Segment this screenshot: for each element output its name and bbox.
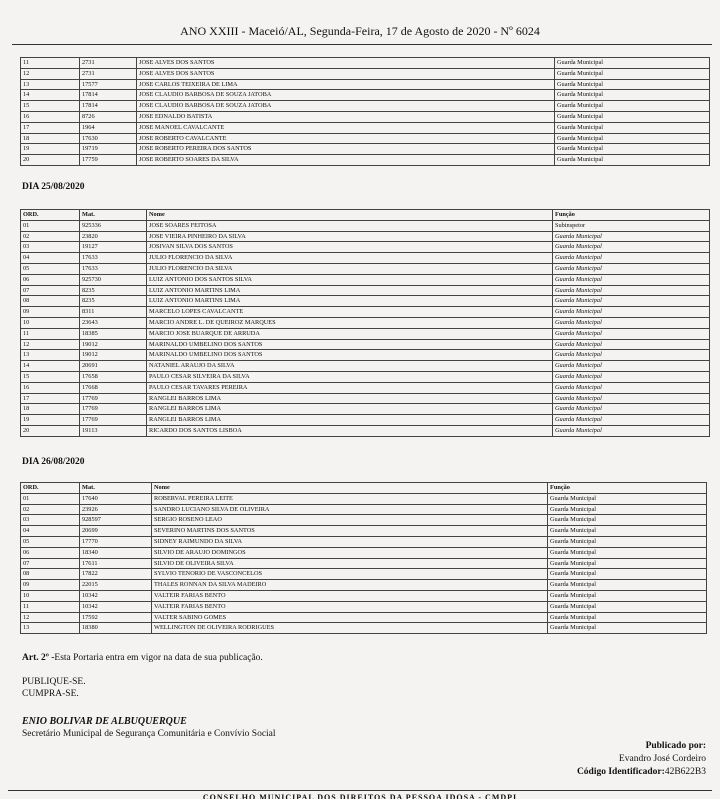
- cell-nome: JOSE VIEIRA PINHEIRO DA SILVA: [147, 231, 553, 242]
- table-row: [21, 317, 710, 328]
- cell-ord: 12: [21, 68, 80, 79]
- table-row: [21, 590, 707, 601]
- col-header-mat: Mat.: [80, 483, 152, 494]
- cell-nome: RANGLEI BARROS LIMA: [147, 404, 553, 415]
- cell-funcao: Guarda Municipal: [553, 317, 710, 328]
- cell-nome: RANGLEI BARROS LIMA: [147, 415, 553, 426]
- cell-mat: 17640: [80, 493, 152, 504]
- cell-mat: 18385: [80, 328, 147, 339]
- cell-nome: VALTEIR FARIAS BENTO: [152, 601, 548, 612]
- table-row: [21, 415, 710, 426]
- cell-ord: 04: [21, 526, 80, 537]
- cell-funcao: Guarda Municipal: [548, 590, 707, 601]
- cell-ord: 03: [21, 515, 80, 526]
- table-row: [21, 285, 710, 296]
- col-header-mat: Mat.: [80, 210, 147, 221]
- identifier-value: 42B622B3: [664, 767, 706, 777]
- table-row: [21, 526, 707, 537]
- col-header-funcao: Função: [548, 483, 707, 494]
- table-row: [21, 328, 710, 339]
- article-text: Esta Portaria entra em vigor na data de sua publicação.: [54, 653, 263, 663]
- cell-ord: 20: [21, 155, 80, 166]
- day-title-26: DIA 26/08/2020: [22, 457, 85, 467]
- cell-nome: JOSE ALVES DOS SANTOS: [137, 58, 555, 69]
- cell-ord: 16: [21, 382, 80, 393]
- table-row: [21, 393, 710, 404]
- cell-mat: 925730: [80, 274, 147, 285]
- cell-nome: JOSE CLAUDIO BARBOSA DE SOUZA JATOBA: [137, 101, 555, 112]
- table-row: [21, 307, 710, 318]
- cell-nome: SERGIO ROSENO LEAO: [152, 515, 548, 526]
- table-day-26: [20, 482, 707, 634]
- cell-mat: 17577: [80, 79, 137, 90]
- cell-ord: 05: [21, 263, 80, 274]
- cell-mat: 17633: [80, 253, 147, 264]
- cell-ord: 09: [21, 580, 80, 591]
- cell-nome: PAULO CESAR SILVEIRA DA SILVA: [147, 371, 553, 382]
- cell-funcao: Guarda Municipal: [555, 111, 710, 122]
- cell-ord: 11: [21, 58, 80, 69]
- cell-nome: SILVIO DE ARAUJO DOMINGOS: [152, 547, 548, 558]
- closing-publique: PUBLIQUE-SE.: [22, 677, 86, 687]
- cell-mat: 8726: [80, 111, 137, 122]
- cell-mat: 23926: [80, 504, 152, 515]
- table-row: [21, 558, 707, 569]
- cell-mat: 17668: [80, 382, 147, 393]
- cell-funcao: Guarda Municipal: [553, 274, 710, 285]
- cell-funcao: Guarda Municipal: [553, 231, 710, 242]
- cell-ord: 02: [21, 231, 80, 242]
- cell-ord: 10: [21, 590, 80, 601]
- footer-divider: [8, 790, 712, 791]
- cell-mat: 928597: [80, 515, 152, 526]
- publisher-name: Evandro José Cordeiro: [618, 754, 706, 764]
- cell-ord: 13: [21, 350, 80, 361]
- cell-funcao: Guarda Municipal: [555, 68, 710, 79]
- cell-nome: SIDNEY RAIMUNDO DA SILVA: [152, 536, 548, 547]
- table-day-25: [20, 209, 710, 437]
- cell-funcao: Guarda Municipal: [548, 493, 707, 504]
- cell-nome: MARINALDO UMBELINO DOS SANTOS: [147, 350, 553, 361]
- table-row: [21, 350, 710, 361]
- cell-ord: 18: [21, 404, 80, 415]
- cell-nome: JOSE ROBERTO CAVALCANTE: [137, 133, 555, 144]
- table-row: [21, 58, 710, 69]
- table-row: [21, 111, 710, 122]
- cell-mat: 17769: [80, 415, 147, 426]
- closing-cumpra: CUMPRA-SE.: [22, 689, 79, 699]
- cell-funcao: Guarda Municipal: [548, 580, 707, 591]
- cell-funcao: Guarda Municipal: [553, 371, 710, 382]
- cell-funcao: Guarda Municipal: [555, 58, 710, 69]
- table-body: [21, 493, 707, 633]
- day-title-25: DIA 25/08/2020: [22, 182, 85, 192]
- cell-ord: 14: [21, 90, 80, 101]
- cell-funcao: Guarda Municipal: [553, 361, 710, 372]
- cell-funcao: Guarda Municipal: [555, 90, 710, 101]
- cell-ord: 08: [21, 569, 80, 580]
- cell-funcao: Guarda Municipal: [553, 382, 710, 393]
- cell-mat: 17633: [80, 263, 147, 274]
- cell-funcao: Guarda Municipal: [553, 350, 710, 361]
- table-header-row: [21, 210, 710, 221]
- cell-nome: JOSE ROBERTO PEREIRA DOS SANTOS: [137, 144, 555, 155]
- cell-mat: 17769: [80, 393, 147, 404]
- cell-mat: 18380: [80, 623, 152, 634]
- cell-mat: 2731: [80, 58, 137, 69]
- cell-mat: 17759: [80, 155, 137, 166]
- cell-mat: 17822: [80, 569, 152, 580]
- table-header-row: [21, 483, 707, 494]
- cell-nome: JOSE ROBERTO SOARES DA SILVA: [137, 155, 555, 166]
- cell-ord: 06: [21, 274, 80, 285]
- table-body: [21, 58, 710, 166]
- table-row: [21, 122, 710, 133]
- cell-funcao: Guarda Municipal: [553, 285, 710, 296]
- cell-funcao: Guarda Municipal: [548, 601, 707, 612]
- cell-nome: VALTER SABINO GOMES: [152, 612, 548, 623]
- cell-funcao: Guarda Municipal: [555, 101, 710, 112]
- table-row: [21, 612, 707, 623]
- signature-title: Secretário Municipal de Segurança Comunitária e Convívio Social: [22, 729, 276, 739]
- cell-mat: 20691: [80, 361, 147, 372]
- cell-nome: WELLINGTON DE OLIVEIRA RODRIGUES: [152, 623, 548, 634]
- cell-funcao: Guarda Municipal: [553, 242, 710, 253]
- table-row: [21, 220, 710, 231]
- table-row: [21, 263, 710, 274]
- cell-funcao: Guarda Municipal: [548, 536, 707, 547]
- cell-funcao: Guarda Municipal: [548, 569, 707, 580]
- cell-mat: 19113: [80, 425, 147, 436]
- cell-mat: 1964: [80, 122, 137, 133]
- cell-funcao: Guarda Municipal: [555, 122, 710, 133]
- cell-ord: 11: [21, 328, 80, 339]
- cell-funcao: Guarda Municipal: [553, 296, 710, 307]
- cell-funcao: Guarda Municipal: [553, 328, 710, 339]
- col-header-nome: Nome: [152, 483, 548, 494]
- cell-nome: LUIZ ANTONIO MARTINS LIMA: [147, 285, 553, 296]
- cell-nome: SILVIO DE OLIVEIRA SILVA: [152, 558, 548, 569]
- col-header-ord: ORD.: [21, 483, 80, 494]
- table-row: [21, 339, 710, 350]
- cell-nome: LUIZ ANTONIO MARTINS LIMA: [147, 296, 553, 307]
- cell-ord: 19: [21, 144, 80, 155]
- table-row: [21, 536, 707, 547]
- cell-nome: JOSE CLAUDIO BARBOSA DE SOUZA JATOBA: [137, 90, 555, 101]
- cell-nome: JOSIVAN SILVA DOS SANTOS: [147, 242, 553, 253]
- table-row: [21, 425, 710, 436]
- cell-nome: THALES RONNAN DA SILVA MADEIRO: [152, 580, 548, 591]
- cell-funcao: Guarda Municipal: [548, 515, 707, 526]
- cell-mat: 8235: [80, 296, 147, 307]
- cell-funcao: Guarda Municipal: [553, 415, 710, 426]
- table-row: [21, 296, 710, 307]
- table-row: [21, 144, 710, 155]
- cell-funcao: Guarda Municipal: [548, 504, 707, 515]
- cell-nome: RANGLEI BARROS LIMA: [147, 393, 553, 404]
- cell-mat: 22015: [80, 580, 152, 591]
- cell-ord: 12: [21, 339, 80, 350]
- header-divider: [12, 44, 712, 45]
- cell-nome: JOSE EDNALDO BATISTA: [137, 111, 555, 122]
- cell-nome: SYLVIO TENORIO DE VASCONCELOS: [152, 569, 548, 580]
- table-row: [21, 404, 710, 415]
- cell-ord: 06: [21, 547, 80, 558]
- cell-ord: 16: [21, 111, 80, 122]
- cell-nome: JULIO FLORENCIO DA SILVA: [147, 253, 553, 264]
- cell-mat: 17611: [80, 558, 152, 569]
- cell-nome: ROBERVAL PEREIRA LEITE: [152, 493, 548, 504]
- table-row: [21, 79, 710, 90]
- cell-nome: SANDRO LUCIANO SILVA DE OLIVEIRA: [152, 504, 548, 515]
- cell-funcao: Guarda Municipal: [555, 144, 710, 155]
- cell-ord: 02: [21, 504, 80, 515]
- cell-mat: 19127: [80, 242, 147, 253]
- cell-ord: 04: [21, 253, 80, 264]
- cell-ord: 18: [21, 133, 80, 144]
- cell-funcao: Guarda Municipal: [553, 339, 710, 350]
- table-row: [21, 580, 707, 591]
- cell-nome: LUIZ ANTONIO DOS SANTOS SILVA: [147, 274, 553, 285]
- cell-mat: 19719: [80, 144, 137, 155]
- cell-ord: 20: [21, 425, 80, 436]
- table-row: [21, 371, 710, 382]
- cell-nome: JOSE SOARES FEITOSA: [147, 220, 553, 231]
- cell-funcao: Guarda Municipal: [555, 79, 710, 90]
- cell-nome: JULIO FLORENCIO DA SILVA: [147, 263, 553, 274]
- cell-nome: SEVERINO MARTINS DOS SANTOS: [152, 526, 548, 537]
- table-row: [21, 274, 710, 285]
- cell-funcao: Guarda Municipal: [548, 612, 707, 623]
- cell-funcao: Guarda Municipal: [548, 547, 707, 558]
- cell-nome: NATANIEL ARAUJO DA SILVA: [147, 361, 553, 372]
- cell-mat: 23643: [80, 317, 147, 328]
- cell-funcao: Guarda Municipal: [555, 133, 710, 144]
- article-label: Art. 2º -: [22, 653, 55, 663]
- cell-mat: 8235: [80, 285, 147, 296]
- table-row: [21, 155, 710, 166]
- table-row: [21, 504, 707, 515]
- cell-funcao: Subinspetor: [553, 220, 710, 231]
- cell-funcao: Guarda Municipal: [553, 425, 710, 436]
- table-row: [21, 569, 707, 580]
- published-by-label: Publicado por:: [645, 741, 706, 751]
- cell-funcao: Guarda Municipal: [548, 623, 707, 634]
- article-2: [22, 653, 263, 663]
- table-row: [21, 101, 710, 112]
- cell-ord: 13: [21, 623, 80, 634]
- cell-mat: 17814: [80, 90, 137, 101]
- table-row: [21, 493, 707, 504]
- cell-mat: 17658: [80, 371, 147, 382]
- cell-funcao: Guarda Municipal: [553, 393, 710, 404]
- cell-nome: MARINALDO UMBELINO DOS SANTOS: [147, 339, 553, 350]
- cell-mat: 10342: [80, 590, 152, 601]
- page-header: ANO XXIII - Maceió/AL, Segunda-Feira, 17 de Agosto de 2020 - Nº 6024: [180, 24, 540, 38]
- cell-funcao: Guarda Municipal: [553, 253, 710, 264]
- cell-mat: 17769: [80, 404, 147, 415]
- cell-nome: JOSE MANOEL CAVALCANTE: [137, 122, 555, 133]
- cell-ord: 17: [21, 122, 80, 133]
- col-header-funcao: Função: [553, 210, 710, 221]
- cell-ord: 08: [21, 296, 80, 307]
- cell-ord: 01: [21, 493, 80, 504]
- table-row: [21, 361, 710, 372]
- cell-nome: RICARDO DOS SANTOS LISBOA: [147, 425, 553, 436]
- cell-ord: 10: [21, 317, 80, 328]
- cell-ord: 01: [21, 220, 80, 231]
- table-row: [21, 547, 707, 558]
- cell-mat: 23820: [80, 231, 147, 242]
- next-section-title: CONSELHO MUNICIPAL DOS DIREITOS DA PESSOA IDOSA - CMDPI: [202, 793, 518, 799]
- cell-mat: 17814: [80, 101, 137, 112]
- cell-nome: VALTEIR FARIAS BENTO: [152, 590, 548, 601]
- cell-mat: 925336: [80, 220, 147, 231]
- signature-name: ENIO BOLIVAR DE ALBUQUERQUE: [22, 716, 187, 727]
- cell-funcao: Guarda Municipal: [553, 307, 710, 318]
- table-row: [21, 601, 707, 612]
- col-header-nome: Nome: [147, 210, 553, 221]
- identifier-label: Código Identificador:: [576, 767, 665, 777]
- cell-ord: 12: [21, 612, 80, 623]
- cell-mat: 8311: [80, 307, 147, 318]
- cell-ord: 14: [21, 361, 80, 372]
- table-row: [21, 623, 707, 634]
- cell-ord: 05: [21, 536, 80, 547]
- cell-funcao: Guarda Municipal: [555, 155, 710, 166]
- cell-ord: 17: [21, 393, 80, 404]
- table-day-previous: [20, 57, 710, 166]
- cell-nome: MARCIO ANDRE L. DE QUEIROZ MARQUES: [147, 317, 553, 328]
- cell-mat: 17770: [80, 536, 152, 547]
- table-row: [21, 382, 710, 393]
- cell-mat: 10342: [80, 601, 152, 612]
- cell-ord: 15: [21, 371, 80, 382]
- cell-ord: 07: [21, 285, 80, 296]
- cell-mat: 20699: [80, 526, 152, 537]
- table-row: [21, 231, 710, 242]
- cell-nome: MARCELO LOPES CAVALCANTE: [147, 307, 553, 318]
- cell-mat: 19012: [80, 339, 147, 350]
- cell-ord: 07: [21, 558, 80, 569]
- table-body: [21, 220, 710, 436]
- identifier-code: [577, 767, 706, 777]
- cell-nome: JOSE ALVES DOS SANTOS: [137, 68, 555, 79]
- cell-ord: 19: [21, 415, 80, 426]
- cell-ord: 09: [21, 307, 80, 318]
- cell-funcao: Guarda Municipal: [548, 558, 707, 569]
- cell-mat: 19012: [80, 350, 147, 361]
- cell-ord: 03: [21, 242, 80, 253]
- cell-mat: 18340: [80, 547, 152, 558]
- cell-nome: MARCIO JOSE BUARQUE DE ARRUDA: [147, 328, 553, 339]
- cell-funcao: Guarda Municipal: [553, 263, 710, 274]
- cell-nome: PAULO CESAR TAVARES PEREIRA: [147, 382, 553, 393]
- cell-funcao: Guarda Municipal: [553, 404, 710, 415]
- cell-mat: 17630: [80, 133, 137, 144]
- cell-mat: 2731: [80, 68, 137, 79]
- table-row: [21, 90, 710, 101]
- col-header-ord: ORD.: [21, 210, 80, 221]
- cell-ord: 13: [21, 79, 80, 90]
- cell-ord: 15: [21, 101, 80, 112]
- cell-ord: 11: [21, 601, 80, 612]
- table-row: [21, 68, 710, 79]
- cell-funcao: Guarda Municipal: [548, 526, 707, 537]
- table-row: [21, 515, 707, 526]
- table-row: [21, 133, 710, 144]
- cell-nome: JOSE CARLOS TEIXEIRA DE LIMA: [137, 79, 555, 90]
- cell-mat: 17592: [80, 612, 152, 623]
- table-row: [21, 253, 710, 264]
- table-row: [21, 242, 710, 253]
